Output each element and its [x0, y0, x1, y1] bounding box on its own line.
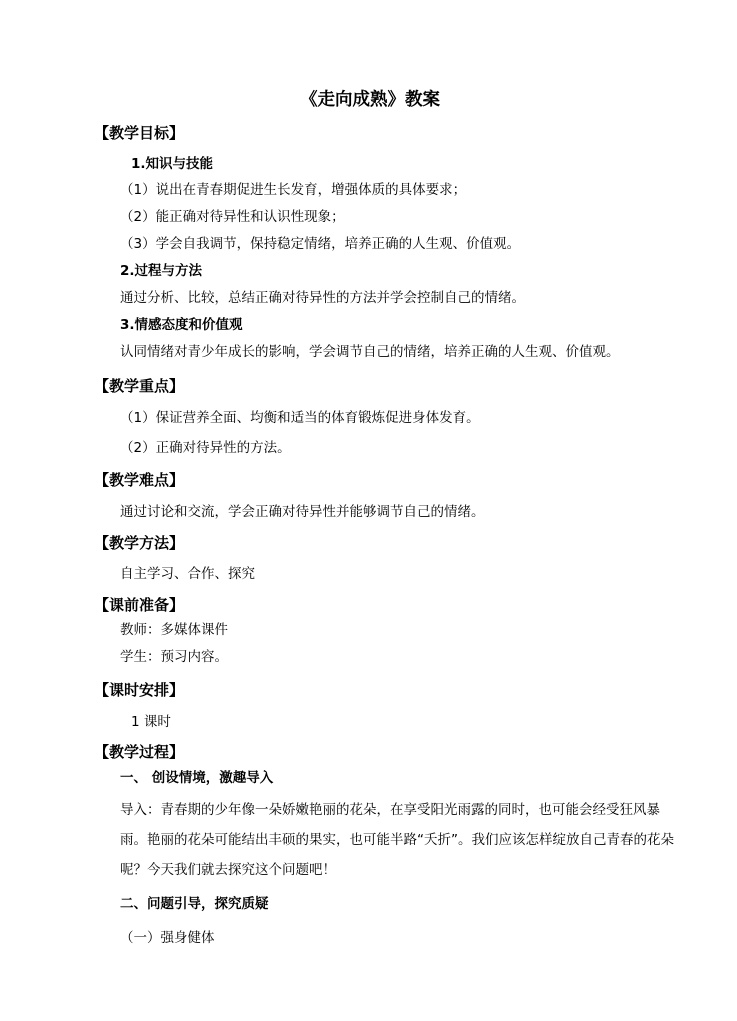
- schedule-text: 1 课时: [131, 714, 171, 730]
- goals-item-2: （2）能正确对待异性和认识性现象；: [120, 209, 345, 225]
- goals-item-1: （1）说出在青春期促进生长发育，增强体质的具体要求；: [120, 182, 467, 198]
- process-sub-1: （一）强身健体: [120, 930, 215, 946]
- schedule-heading: 【课时安排】: [94, 681, 185, 699]
- preparation-heading: 【课前准备】: [94, 596, 185, 614]
- process-step-1: 一、 创设情境，激趣导入: [120, 770, 274, 786]
- goals-item-3: （3）学会自我调节，保持稳定情绪，培养正确的人生观、价值观。: [120, 236, 521, 252]
- methods-heading: 【教学方法】: [94, 534, 185, 552]
- difficulties-heading: 【教学难点】: [94, 471, 185, 489]
- key-points-heading: 【教学重点】: [94, 377, 185, 395]
- goals-subheading-knowledge: 1.知识与技能: [131, 156, 214, 172]
- goals-process-text: 通过分析、比较，总结正确对待异性的方法并学会控制自己的情绪。: [120, 290, 525, 306]
- process-step-2: 二、问题引导，探究质疑: [120, 896, 269, 912]
- preparation-student: 学生：预习内容。: [120, 649, 228, 665]
- difficulties-text: 通过讨论和交流，学会正确对待异性并能够调节自己的情绪。: [120, 504, 485, 520]
- goals-values-text: 认同情绪对青少年成长的影响，学会调节自己的情绪，培养正确的人生观、价值观。: [120, 344, 620, 360]
- process-heading: 【教学过程】: [94, 743, 185, 761]
- document-title: 《走向成熟》教案: [300, 90, 440, 110]
- methods-text: 自主学习、合作、探究: [120, 566, 255, 582]
- preparation-teacher: 教师：多媒体课件: [120, 622, 228, 638]
- key-point-2: （2）正确对待异性的方法。: [120, 440, 291, 456]
- process-intro-paragraph: 导入：青春期的少年像一朵娇嫩艳丽的花朵，在享受阳光雨露的同时，也可能会经受狂风暴雨。艳丽的花朵可能结出丰硕的果实，也可能半路“夭折”。我们应该怎样绽放自己青春的花朵呢？今天我们就去探究这个问题吧！: [120, 802, 674, 878]
- goals-heading: 【教学目标】: [94, 124, 185, 142]
- goals-subheading-values: 3.情感态度和价值观: [120, 317, 243, 333]
- key-point-1: （1）保证营养全面、均衡和适当的体育锻炼促进身体发育。: [120, 410, 480, 426]
- goals-subheading-process: 2.过程与方法: [120, 263, 203, 279]
